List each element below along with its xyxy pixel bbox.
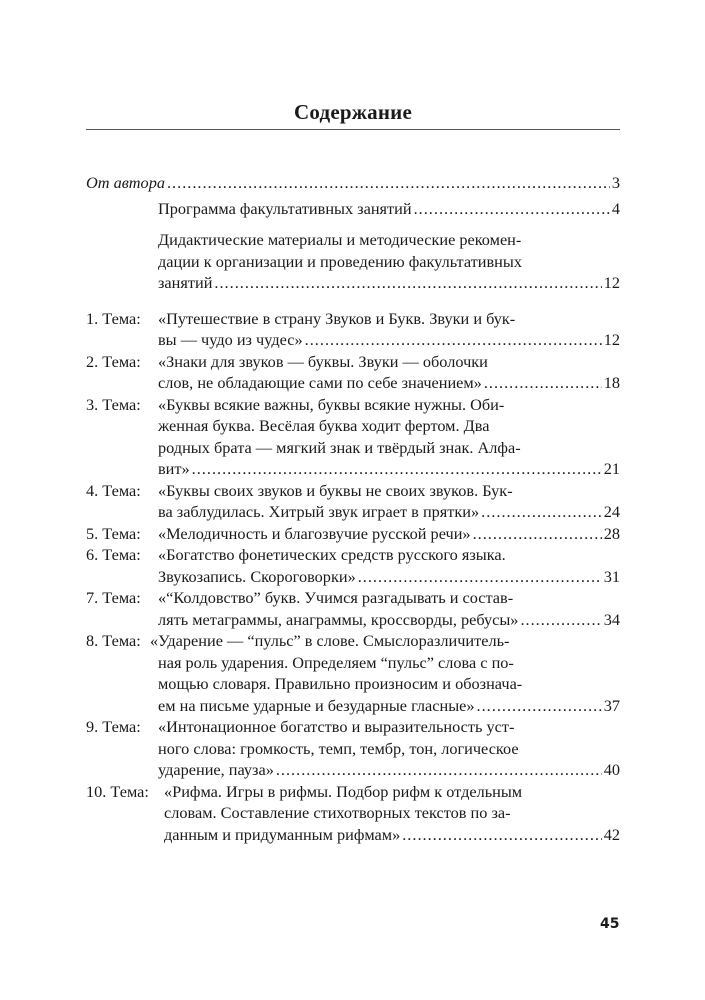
leader-dots [484,372,602,394]
leader-dots [473,523,602,545]
toc-entry-text: занятий [158,273,213,292]
toc-entry-text: Звукозапись. Скороговорки» [158,566,356,586]
toc-entry-topic[interactable] [86,716,620,781]
topic-label: 6. Тема: [86,545,141,564]
toc-entry-line: ная роль ударения. Определяем “пульс” слова с по- [158,652,514,672]
toc-entry-line: «Интонационное богатство и выразительность уст- [158,717,515,736]
toc-entry-topic[interactable] [86,630,620,716]
toc-entry-topic[interactable] [86,523,620,545]
toc-page-number: 28 [603,523,620,543]
toc-page-number: 40 [603,760,620,779]
toc-entry-line: «Ударение — “пульс” в слове. Смыслоразличитель- [150,631,510,650]
toc-entry-topic[interactable] [86,351,620,394]
toc-entry-line: «Рифма. Игры в рифмы. Подбор рифм к отдельным [164,781,523,801]
topic-label: 9. Тема: [86,717,141,736]
title-rule [86,129,620,130]
toc-page-number: 37 [603,695,620,715]
toc-page-number: 42 [603,824,620,844]
leader-dots [358,566,602,588]
toc-entry-line: «Буквы своих звуков и буквы не своих звуков. Бук- [158,480,513,500]
toc-entry-line: женная буква. Весёлая буква ходит фертом. Два [158,416,490,435]
toc-entry-didactic[interactable] [86,229,620,294]
toc-entry-topic[interactable] [86,587,620,630]
leader-dots [520,609,601,631]
toc-entry-line: «Буквы всякие важны, буквы всякие нужны. Оби- [158,394,505,414]
leader-dots [305,329,602,351]
topic-label: 3. Тема: [86,394,141,414]
topic-label: 8. Тема: [86,631,141,650]
toc-page-number: 34 [603,609,620,629]
toc-page-number: 4 [611,198,620,218]
toc-page-number: 12 [603,273,620,292]
toc-page-number: 18 [603,373,620,392]
toc-page-number: 31 [603,566,620,586]
toc-entry-topic[interactable] [86,480,620,523]
toc-entry-topic[interactable] [86,308,620,351]
toc-entry-topic[interactable] [86,394,620,480]
toc-entry-text: данным и придуманным рифмам» [164,824,401,844]
topic-label: 2. Тема: [86,351,141,371]
toc-entry-line: «Богатство фонетических средств русского языка. [158,545,506,564]
leader-dots [167,172,610,194]
toc-entry-program[interactable] [86,198,620,220]
toc-entry-line: «“Колдовство” букв. Учимся разгадывать и состав- [158,588,514,607]
toc-entry-line: родных брата — мягкий знак и твёрдый знак. Алфа- [158,437,521,457]
toc-entry-line: мощью словаря. Правильно произносим и обознача- [158,674,523,693]
toc-entry-line: «Путешествие в страну Звуков и Букв. Звуки и бук- [158,308,516,328]
page-title: Содержание [294,100,412,124]
toc-entry-text: вы — чудо из чудес» [158,330,303,349]
toc-entry-line: дации к организации и проведению факультативных [158,251,522,271]
toc-page-number: 12 [603,330,620,349]
toc-page-number: 3 [611,173,620,192]
toc-entry-text: «Мелодичность и благозвучие русской речи» [158,523,471,543]
leader-dots [402,824,601,846]
leader-dots [214,272,601,294]
topic-label: 7. Тема: [86,588,141,607]
toc-entry-line: Дидактические материалы и методические рекомен- [158,230,522,249]
leader-dots [276,759,602,781]
toc-entry-topic[interactable] [86,544,620,587]
toc-entry-text: вит» [158,459,190,478]
toc-entry-line: словам. Составление стихотворных текстов по за- [164,803,511,822]
toc-entry-text: лять метаграммы, анаграммы, кроссворды, ребусы» [158,609,519,629]
leader-dots [414,198,610,220]
topic-label: 4. Тема: [86,480,141,500]
toc-entry-text: Программа факультативных занятий [158,198,412,218]
toc-entry-topic[interactable] [86,781,620,846]
toc-entry-author[interactable] [86,172,620,194]
toc-page-number: 21 [603,459,620,478]
page-number: 45 [600,916,620,932]
leader-dots [192,458,602,480]
toc-entry-text: ударение, пауза» [158,760,274,779]
topic-label: 1. Тема: [86,308,141,328]
toc-entry-text: ем на письме ударные и безударные гласные» [158,695,475,715]
leader-dots [477,695,602,717]
toc-entry-text: ва заблудилась. Хитрый звук играет в прятки» [158,502,480,521]
toc-page-number: 24 [603,502,620,521]
topic-label: 5. Тема: [86,523,141,543]
topic-label: 10. Тема: [86,781,149,801]
table-of-contents [86,172,620,845]
leader-dots [481,501,602,523]
toc-entry-text: слов, не обладающие сами по себе значением» [158,373,482,392]
toc-entry-line: ного слова: громкость, темп, тембр, тон, логическое [158,738,519,758]
toc-entry-line: «Знаки для звуков — буквы. Звуки — оболочки [158,351,488,371]
toc-entry-text: От автора [86,173,165,192]
